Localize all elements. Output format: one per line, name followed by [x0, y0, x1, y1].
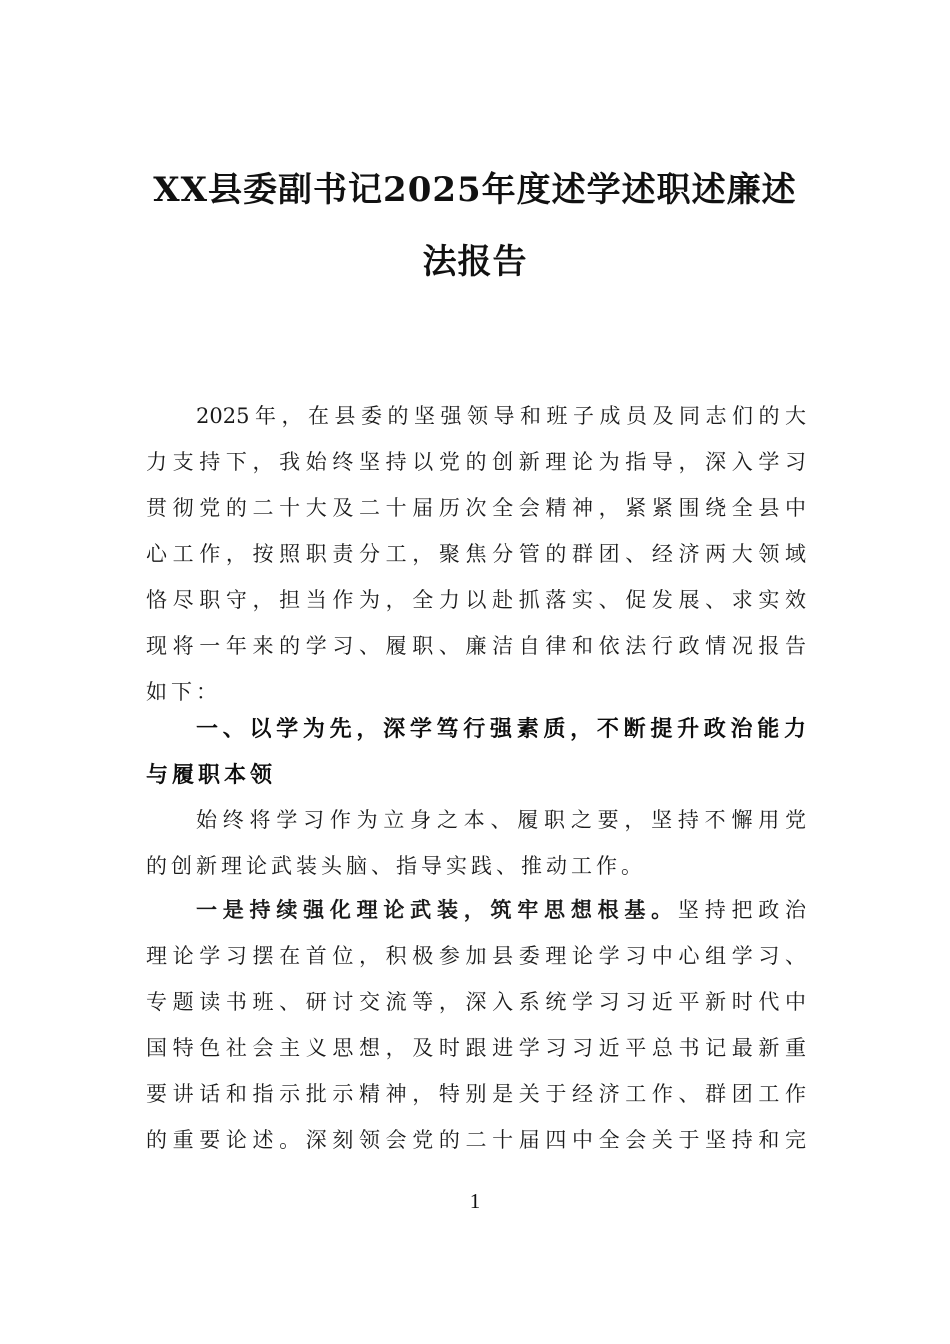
section-intro-line: 始终将学习作为立身之本、履职之要，坚持不懈用党: [196, 808, 806, 832]
intro-paragraph-line: 恪尽职守，担当作为，全力以赴抓落实、促发展、求实效: [146, 588, 806, 612]
intro-paragraph-line: 现将一年来的学习、履职、廉洁自律和依法行政情况报告: [146, 634, 806, 658]
point-lead-bold: 一是持续强化理论武装，筑牢思想根基。: [196, 898, 678, 922]
intro-paragraph-line: 如下：: [146, 680, 221, 704]
document-title-line-2: 法报告: [422, 242, 528, 282]
point-paragraph-line: 国特色社会主义思想，及时跟进学习习近平总书记最新重: [146, 1036, 806, 1060]
section-heading-line: 一、以学为先，深学笃行强素质，不断提升政治能力: [196, 717, 806, 742]
intro-paragraph-line: 贯彻党的二十大及二十届历次全会精神，紧紧围绕全县中: [146, 496, 806, 520]
section-intro-line: 的创新理论武装头脑、指导实践、推动工作。: [146, 854, 646, 878]
intro-paragraph-line: 力支持下，我始终坚持以党的创新理论为指导，深入学习: [146, 450, 806, 474]
intro-paragraph-line: 心工作，按照职责分工，聚焦分管的群团、经济两大领域: [146, 542, 806, 566]
document-title-line-1: XX县委副书记2025年度述学述职述廉述: [153, 170, 797, 210]
page-number: 1: [469, 1189, 481, 1213]
point-first-line-text: 坚持把政治: [677, 898, 807, 922]
point-paragraph-line: 理论学习摆在首位，积极参加县委理论学习中心组学习、: [146, 944, 806, 968]
section-heading-line: 与履职本领: [146, 763, 277, 788]
point-paragraph-line: 要讲话和指示批示精神，特别是关于经济工作、群团工作: [146, 1082, 806, 1106]
point-paragraph-line: 的重要论述。深刻领会党的二十届四中全会关于坚持和完: [146, 1128, 806, 1152]
point-paragraph-first-line: [196, 887, 806, 933]
point-paragraph-line: 专题读书班、研讨交流等，深入系统学习习近平新时代中: [146, 990, 806, 1014]
intro-paragraph-line: 2025年，在县委的坚强领导和班子成员及同志们的大: [196, 404, 806, 428]
